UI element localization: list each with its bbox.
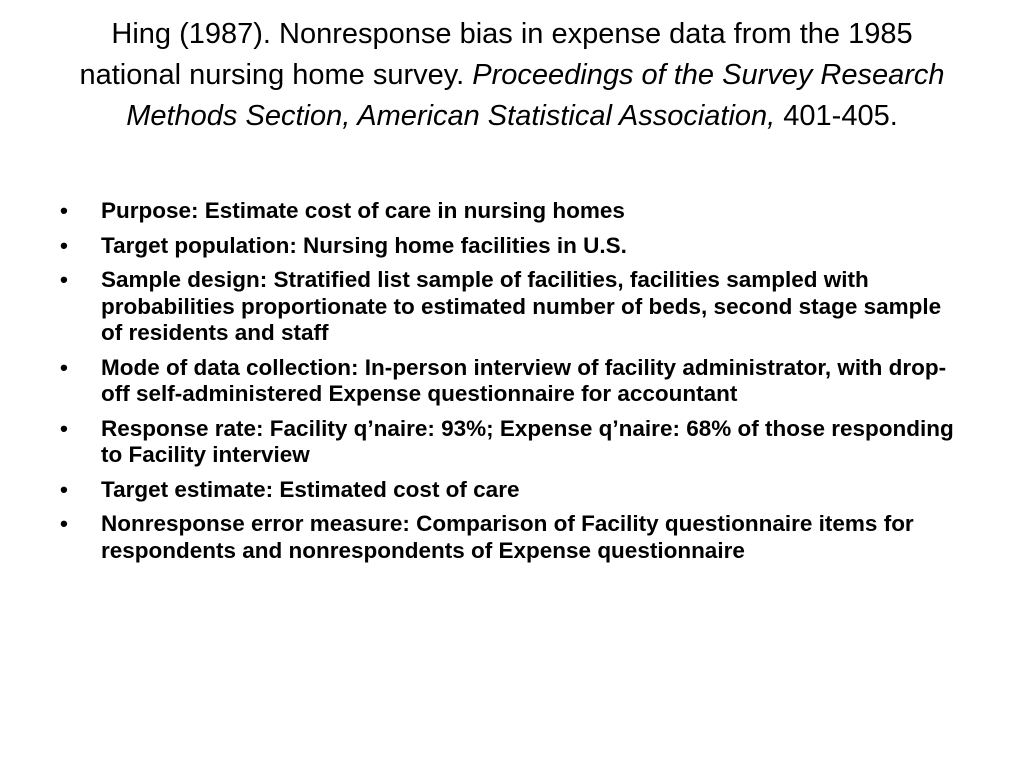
bullet-item-purpose: [56, 198, 956, 225]
bullet-text: Purpose: Estimate cost of care in nursing homes: [101, 198, 625, 223]
bullet-dot-icon: •: [60, 198, 68, 223]
bullet-item-nonresponse-error: [56, 511, 956, 564]
bullet-item-response-rate: [56, 416, 956, 469]
bullet-text: Mode of data collection: In-person interview of facility administrator, with drop-off self-administered Expense questionnaire for accountant: [101, 354, 947, 406]
bullet-dot-icon: •: [60, 511, 68, 536]
citation-proceedings: Proceedings of the Survey Research Methods Section, American Statistical Association,: [126, 59, 945, 132]
bullet-text: Target estimate: Estimated cost of care: [101, 476, 520, 502]
bullet-dot-icon: •: [60, 415, 68, 441]
citation-pages: 401-405.: [775, 100, 898, 132]
bullet-dot-icon: •: [60, 354, 68, 380]
bullet-text: Response rate: Facility q’naire: 93%; Expense q’naire: 68% of those responding to Facility interview: [101, 415, 954, 467]
bullet-item-target-population: [56, 233, 956, 260]
citation-text: Hing (1987). Nonresponse bias in expense data from the 1985 national nursing home survey.: [79, 18, 913, 91]
bullet-dot-icon: •: [60, 267, 68, 292]
bullet-text: Sample design: Stratified list sample of facilities, facilities sampled with probabilities proportionate to estimated number of beds, second stage sample of residents and staff: [101, 267, 942, 345]
bullet-item-mode: [56, 355, 956, 408]
slide-title: [70, 14, 954, 137]
bullet-dot-icon: •: [60, 476, 68, 502]
bullet-item-sample-design: [56, 267, 956, 347]
bullet-dot-icon: •: [60, 232, 68, 258]
bullet-text: Target population: Nursing home facilities in U.S.: [101, 232, 627, 258]
bullet-item-target-estimate: [56, 477, 956, 504]
bullet-text: Nonresponse error measure: Comparison of Facility questionnaire items for respondents and nonrespondents of Expense questionnaire: [101, 511, 914, 563]
bullet-list: [56, 198, 956, 572]
